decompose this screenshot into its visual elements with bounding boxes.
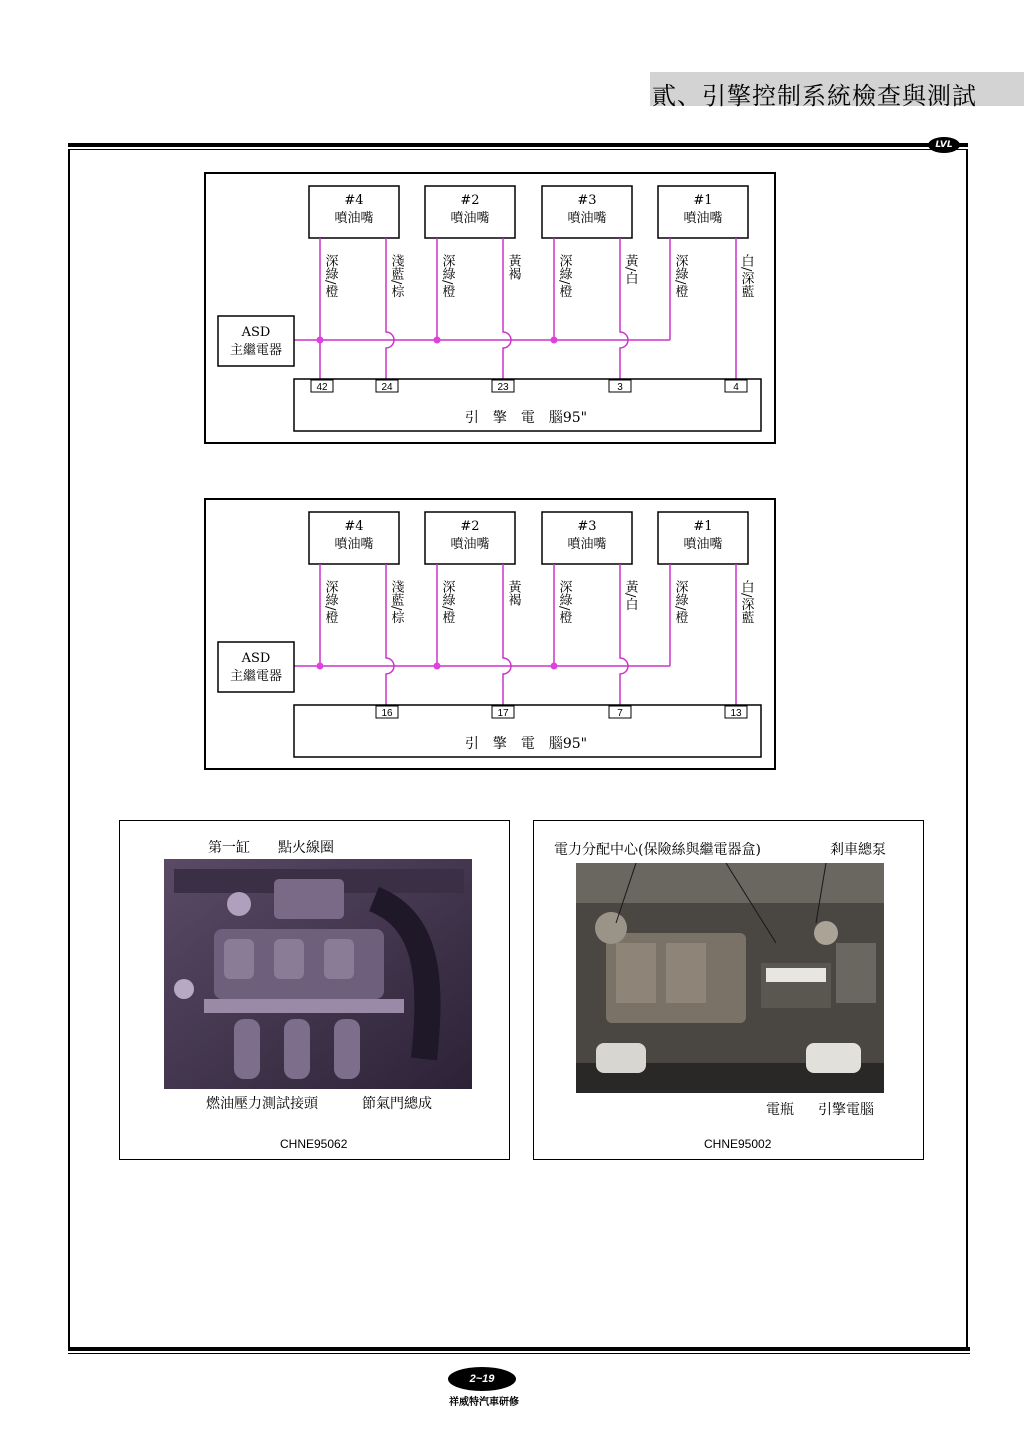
engine-photo-card-right — [533, 820, 924, 1160]
pin-label: 24 — [381, 382, 393, 393]
photo-right-label-battery: 電瓶 — [766, 1102, 794, 1118]
publisher-name: 祥威特汽車研修 — [449, 1397, 519, 1408]
injector-id-4: #4 — [344, 519, 364, 534]
photo-right-label-pdc: 電力分配中心(保險絲與繼電器盒) — [554, 842, 761, 858]
pin-label: 13 — [730, 708, 742, 719]
ecu-label: 引 擎 電 腦95" — [464, 410, 588, 426]
engine-photo-card-left — [119, 820, 510, 1160]
asd-relay-sublabel: 主繼電器 — [229, 343, 283, 358]
photo-left-label-coil: 點火線圈 — [278, 840, 334, 856]
bottom-rule-thin — [68, 1353, 970, 1354]
wire-label-2b: 黃褐 — [505, 254, 521, 280]
wire-label-2b: 黃褐 — [505, 580, 521, 606]
asd-relay-box — [218, 316, 294, 366]
page-number: 2~19 — [448, 1367, 516, 1391]
injector-id-3: #3 — [577, 193, 597, 208]
injector-id-2: #2 — [460, 519, 480, 534]
wire-label-1b: 白/深藍 — [738, 580, 754, 624]
asd-relay-label: ASD — [241, 325, 271, 340]
pin-label: 23 — [497, 382, 509, 393]
injector-id-4: #4 — [344, 193, 364, 208]
injector-id-1: #1 — [693, 519, 713, 534]
photo-right-label-master-cylinder: 剎車總泵 — [830, 842, 886, 858]
pin-label: 17 — [497, 708, 509, 719]
diagram-top-svg — [206, 174, 778, 446]
wire-label-3a: 深綠/橙 — [556, 254, 572, 298]
pin-label: 3 — [617, 382, 623, 393]
injector-id-3: #3 — [577, 519, 597, 534]
wire-label-4b: 淺藍/棕 — [388, 580, 404, 624]
injector-name-1: 噴油嘴 — [683, 211, 723, 226]
wire-label-3a: 深綠/橙 — [556, 580, 572, 624]
injector-id-2: #2 — [460, 193, 480, 208]
wire-label-4a: 深綠/橙 — [322, 254, 338, 298]
publisher-logo: LVL — [928, 137, 960, 153]
injector-wiring-diagram-top — [204, 172, 776, 444]
diagram-bottom-svg — [206, 500, 778, 772]
top-rule — [68, 143, 968, 147]
photo-left-label-cylinder: 第一缸 — [208, 840, 250, 856]
wire-label-3b: 黃/白 — [622, 254, 638, 285]
photo-left-code: CHNE95062 — [280, 1137, 348, 1151]
ecu-label: 引 擎 電 腦95" — [464, 736, 588, 752]
pin-label: 16 — [381, 708, 393, 719]
injector-name-3: 噴油嘴 — [567, 537, 607, 552]
injector-name-1: 噴油嘴 — [683, 537, 723, 552]
bottom-rule — [68, 1347, 970, 1351]
wire-label-4b: 淺藍/棕 — [388, 254, 404, 298]
injector-name-2: 噴油嘴 — [450, 211, 490, 226]
injector-name-4: 噴油嘴 — [334, 211, 374, 226]
injector-wiring-diagram-bottom — [204, 498, 776, 770]
photo-left-label-fuel-test: 燃油壓力測試接頭 — [206, 1096, 318, 1112]
injector-name-3: 噴油嘴 — [567, 211, 607, 226]
wire-label-1b: 白/深藍 — [738, 254, 754, 298]
engine-photo-left — [164, 859, 472, 1089]
wire-label-4a: 深綠/橙 — [322, 580, 338, 624]
asd-relay-sublabel: 主繼電器 — [229, 669, 283, 684]
injector-name-4: 噴油嘴 — [334, 537, 374, 552]
injector-name-2: 噴油嘴 — [450, 537, 490, 552]
engine-photo-right — [576, 863, 884, 1093]
injector-id-1: #1 — [693, 193, 713, 208]
asd-relay-label: ASD — [241, 651, 271, 666]
wire-label-2a: 深綠/橙 — [439, 254, 455, 298]
photo-right-code: CHNE95002 — [704, 1137, 772, 1151]
photo-left-label-throttle: 節氣門總成 — [362, 1096, 432, 1112]
wire-label-3b: 黃/白 — [622, 580, 638, 611]
pin-label: 42 — [316, 382, 328, 393]
photo-right-label-ecu: 引擎電腦 — [818, 1102, 874, 1118]
wire-label-1a: 深綠/橙 — [672, 580, 688, 624]
wire-label-2a: 深綠/橙 — [439, 580, 455, 624]
wire-label-1a: 深綠/橙 — [672, 254, 688, 298]
pin-label: 4 — [733, 382, 739, 393]
pin-label: 7 — [617, 708, 623, 719]
page-title: 貳、引擎控制系統檢查與測試 — [652, 82, 977, 110]
